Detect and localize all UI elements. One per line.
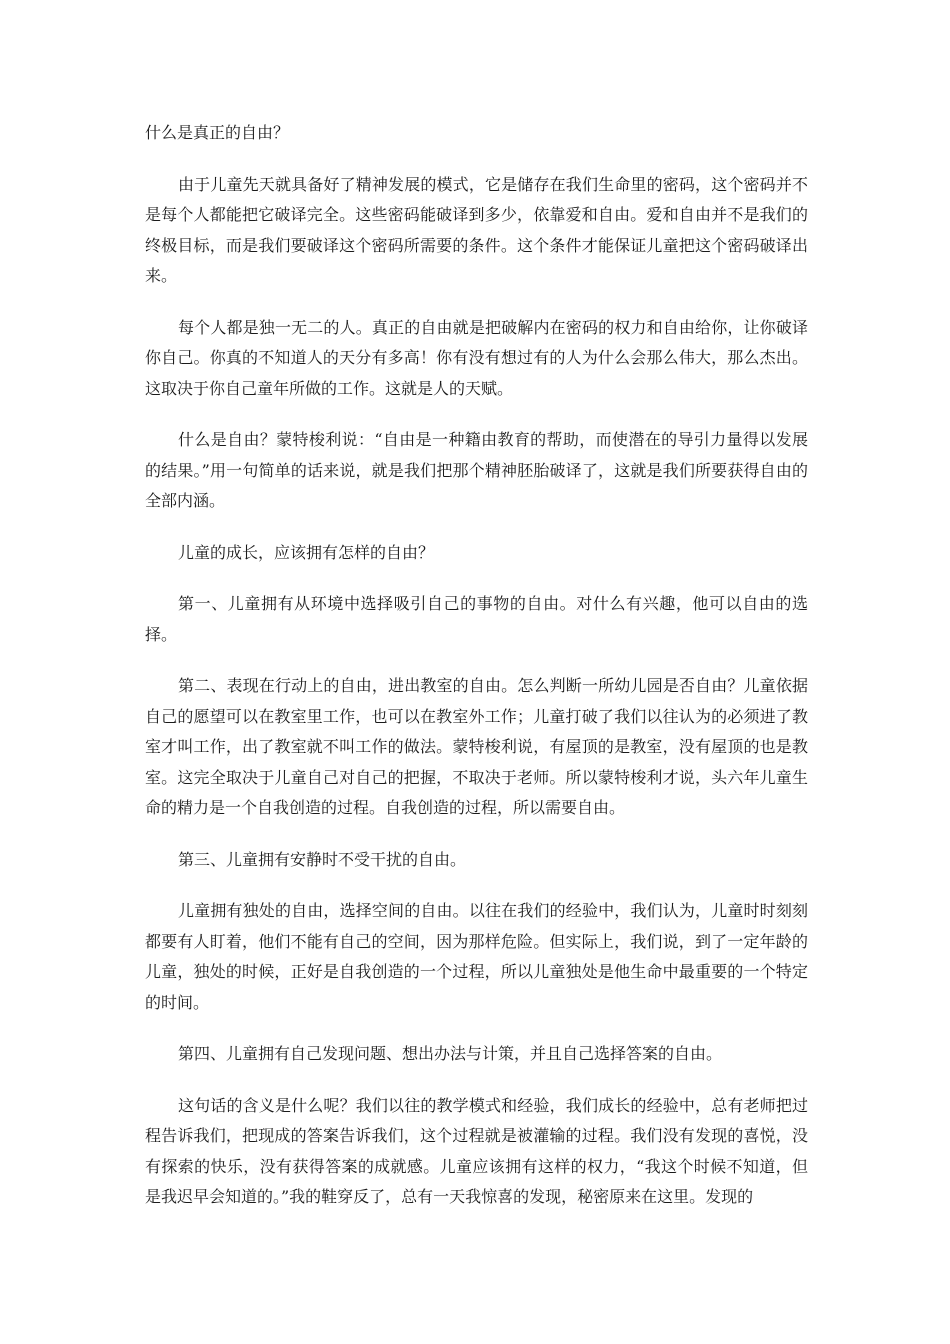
paragraph: 第二、表现在行动上的自由，进出教室的自由。怎么判断一所幼儿园是否自由？儿童依据自己的愿望可以在教室里工作，也可以在教室外工作；儿童打破了我们以往认为的必须进了教室才叫工作，出了教室就不叫工作的做法。蒙特梭利说，有屋顶的是教室，没有屋顶的也是教室。这完全取决于儿童自己对自己的把握，不取决于老师。所以蒙特梭利才说，头六年儿童生命的精力是一个自我创造的过程。自我创造的过程，所以需要自由。 [145, 676, 808, 817]
paragraph: 第一、儿童拥有从环境中选择吸引自己的事物的自由。对什么有兴趣，他可以自由的选择。 [145, 594, 808, 644]
paragraph: 第三、儿童拥有安静时不受干扰的自由。 [178, 849, 467, 869]
paragraph: 每个人都是独一无二的人。真正的自由就是把破解内在密码的权力和自由给你，让你破译你自己。你真的不知道人的天分有多高！你有没有想过有的人为什么会那么伟大，那么杰出。这取决于你自己童年所做的工作。这就是人的天赋。 [145, 317, 808, 398]
paragraph: 由于儿童先天就具备好了精神发展的模式，它是储存在我们生命里的密码，这个密码并不是每个人都能把它破译完全。这些密码能破译到多少，依靠爱和自由。爱和自由并不是我们的终极目标，而是我们要破译这个密码所需要的条件。这个条件才能保证儿童把这个密码破译出来。 [145, 174, 808, 285]
document-body [145, 118, 808, 1234]
section-heading-children-freedom: 儿童的成长，应该拥有怎样的自由？ [178, 542, 435, 562]
paragraph: 这句话的含义是什么呢？我们以往的教学模式和经验，我们成长的经验中，总有老师把过程告诉我们，把现成的答案告诉我们，这个过程就是被灌输的过程。我们没有发现的喜悦，没有探索的快乐，没有获得答案的成就感。儿童应该拥有这样的权力，“我这个时候不知道，但是我迟早会知道的。”我的鞋穿反了，总有一天我惊喜的发现，秘密原来在这里。发现的 [145, 1095, 808, 1206]
paragraph: 儿童拥有独处的自由，选择空间的自由。以往在我们的经验中，我们认为，儿童时时刻刻都要有人盯着，他们不能有自己的空间，因为那样危险。但实际上，我们说，到了一定年龄的儿童，独处的时候，正好是自我创造的一个过程，所以儿童独处是他生命中最重要的一个特定的时间。 [145, 901, 808, 1012]
paragraph: 什么是自由？蒙特梭利说：“自由是一种籍由教育的帮助，而使潜在的导引力量得以发展的结果。”用一句简单的话来说，就是我们把那个精神胚胎破译了，这就是我们所要获得自由的全部内涵。 [145, 430, 808, 510]
section-heading-true-freedom: 什么是真正的自由？ [145, 123, 290, 142]
paragraph: 第四、儿童拥有自己发现问题、想出办法与计策，并且自己选择答案的自由。 [178, 1044, 723, 1063]
